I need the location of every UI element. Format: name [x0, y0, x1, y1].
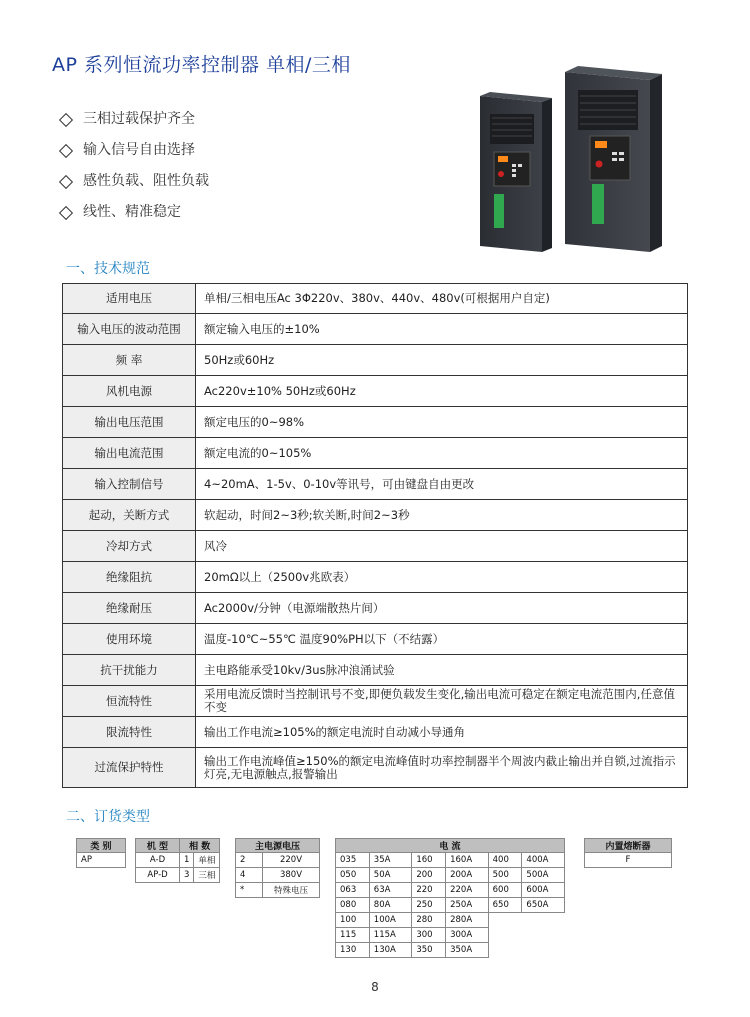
- current-value-cell: 35A: [369, 853, 412, 868]
- spec-key-cell: 绝缘耐压: [63, 593, 196, 624]
- current-code-cell: [488, 913, 522, 928]
- spec-key-cell: 抗干扰能力: [63, 655, 196, 686]
- voltage-code-cell: 4: [236, 868, 263, 883]
- current-code-cell: [488, 943, 522, 958]
- spec-value-cell: 20mΩ以上（2500v兆欧表）: [196, 562, 688, 593]
- spec-row: [63, 345, 688, 376]
- product-photo: [470, 56, 680, 262]
- diamond-bullet-icon: [59, 174, 73, 188]
- feature-list: [58, 104, 209, 228]
- current-row: [336, 883, 565, 898]
- order-category-table: [76, 838, 126, 868]
- spec-row: [63, 624, 688, 655]
- spec-value-cell: Ac2000v/分钟（电源端散热片间）: [196, 593, 688, 624]
- current-header: 电 流: [336, 839, 565, 853]
- section-title-order: 二、订货类型: [66, 809, 150, 825]
- current-code-cell: 350: [412, 943, 446, 958]
- current-value-cell: [522, 943, 565, 958]
- current-value-cell: 160A: [446, 853, 489, 868]
- current-row: [336, 898, 565, 913]
- spec-value-cell: 软起动，时间2~3秒;软关断,时间2~3秒: [196, 500, 688, 531]
- spec-value-cell: 采用电流反馈时当控制讯号不变,即便负载发生变化,输出电流可稳定在额定电流范围内,任意值不变: [196, 686, 688, 717]
- diamond-bullet-icon: [59, 112, 73, 126]
- spec-value-cell: 额定电流的0~105%: [196, 438, 688, 469]
- feature-item: 感性负载、阻性负载: [58, 166, 209, 197]
- spec-key-cell: 频 率: [63, 345, 196, 376]
- current-code-cell: 250: [412, 898, 446, 913]
- model-header: 机 型: [136, 839, 180, 853]
- spec-key-cell: 冷却方式: [63, 531, 196, 562]
- spec-row: [63, 717, 688, 748]
- model-cell: AP-D: [136, 868, 180, 883]
- current-code-cell: 200: [412, 868, 446, 883]
- voltage-value-cell: 380V: [263, 868, 320, 883]
- voltage-code-cell: *: [236, 883, 263, 898]
- current-value-cell: 100A: [369, 913, 412, 928]
- spec-key-cell: 绝缘阻抗: [63, 562, 196, 593]
- current-value-cell: 600A: [522, 883, 565, 898]
- spec-value-cell: 输出工作电流≥105%的额定电流时自动减小导通角: [196, 717, 688, 748]
- spec-row: [63, 438, 688, 469]
- current-value-cell: 63A: [369, 883, 412, 898]
- voltage-value-cell: 特殊电压: [263, 883, 320, 898]
- current-value-cell: 130A: [369, 943, 412, 958]
- spec-row: [63, 314, 688, 345]
- current-row: [336, 928, 565, 943]
- current-code-cell: 050: [336, 868, 370, 883]
- diamond-bullet-icon: [59, 143, 73, 157]
- voltage-value-cell: 220V: [263, 853, 320, 868]
- current-code-cell: 063: [336, 883, 370, 898]
- spec-value-cell: 风冷: [196, 531, 688, 562]
- current-value-cell: 50A: [369, 868, 412, 883]
- spec-value-cell: 4~20mA、1-5v、0-10v等讯号，可由键盘自由更改: [196, 469, 688, 500]
- order-voltage-table: [235, 838, 320, 898]
- spec-key-cell: 输入控制信号: [63, 469, 196, 500]
- current-code-cell: 500: [488, 868, 522, 883]
- spec-value-cell: 温度-10℃~55℃ 温度90%PH以下（不结露）: [196, 624, 688, 655]
- spec-row: [63, 531, 688, 562]
- spec-table: [62, 283, 688, 788]
- current-code-cell: 080: [336, 898, 370, 913]
- spec-key-cell: 恒流特性: [63, 686, 196, 717]
- current-value-cell: [522, 913, 565, 928]
- current-code-cell: 300: [412, 928, 446, 943]
- page-title: AP 系列恒流功率控制器 单相/三相: [52, 54, 351, 76]
- diamond-bullet-icon: [59, 205, 73, 219]
- current-code-cell: 600: [488, 883, 522, 898]
- spec-row: [63, 500, 688, 531]
- section-title-specs: 一、技术规范: [66, 261, 150, 277]
- current-code-cell: 650: [488, 898, 522, 913]
- spec-value-cell: 50Hz或60Hz: [196, 345, 688, 376]
- spec-key-cell: 输出电流范围: [63, 438, 196, 469]
- category-header: 类 别: [77, 839, 126, 853]
- current-row: [336, 868, 565, 883]
- current-value-cell: 250A: [446, 898, 489, 913]
- feature-item: 线性、精准稳定: [58, 197, 209, 228]
- spec-value-cell: 单相/三相电压Ac 3Φ220v、380v、440v、480v(可根据用户自定): [196, 284, 688, 314]
- spec-key-cell: 风机电源: [63, 376, 196, 407]
- category-value: AP: [77, 853, 126, 868]
- fuse-header: 内置熔断器: [585, 839, 672, 853]
- voltage-header: 主电源电压: [236, 839, 320, 853]
- spec-row: [63, 376, 688, 407]
- current-code-cell: 280: [412, 913, 446, 928]
- current-value-cell: 500A: [522, 868, 565, 883]
- spec-value-cell: 主电路能承受10kv/3us脉冲浪涌试验: [196, 655, 688, 686]
- phase-num-cell: 3: [180, 868, 194, 883]
- spec-key-cell: 输出电压范围: [63, 407, 196, 438]
- current-value-cell: 300A: [446, 928, 489, 943]
- current-row: [336, 943, 565, 958]
- current-value-cell: 280A: [446, 913, 489, 928]
- current-code-cell: 130: [336, 943, 370, 958]
- model-cell: A-D: [136, 853, 180, 868]
- spec-key-cell: 过流保护特性: [63, 748, 196, 788]
- current-value-cell: 115A: [369, 928, 412, 943]
- spec-key-cell: 输入电压的波动范围: [63, 314, 196, 345]
- spec-key-cell: 适用电压: [63, 284, 196, 314]
- spec-value-cell: 输出工作电流峰值≥150%的额定电流峰值时功率控制器半个周波内截止输出并自锁,过流指示灯亮,无电源触点,报警输出: [196, 748, 688, 788]
- phase-label-cell: 单相: [194, 853, 220, 868]
- spec-value-cell: 额定输入电压的±10%: [196, 314, 688, 345]
- feature-item: 输入信号自由选择: [58, 135, 209, 166]
- page-number: 8: [371, 980, 379, 994]
- spec-row: [63, 748, 688, 788]
- phase-num-cell: 1: [180, 853, 194, 868]
- spec-row: [63, 284, 688, 314]
- current-code-cell: [488, 928, 522, 943]
- order-current-table: [335, 838, 565, 958]
- phase-label-cell: 三相: [194, 868, 220, 883]
- spec-row: [63, 686, 688, 717]
- current-value-cell: [522, 928, 565, 943]
- spec-key-cell: 使用环境: [63, 624, 196, 655]
- feature-item: 三相过载保护齐全: [58, 104, 209, 135]
- current-code-cell: 035: [336, 853, 370, 868]
- spec-key-cell: 限流特性: [63, 717, 196, 748]
- order-fuse-table: [584, 838, 672, 868]
- spec-row: [63, 593, 688, 624]
- voltage-code-cell: 2: [236, 853, 263, 868]
- spec-row: [63, 469, 688, 500]
- current-value-cell: 80A: [369, 898, 412, 913]
- fuse-value: F: [585, 853, 672, 868]
- current-value-cell: 200A: [446, 868, 489, 883]
- current-value-cell: 650A: [522, 898, 565, 913]
- spec-value-cell: 额定电压的0~98%: [196, 407, 688, 438]
- current-code-cell: 400: [488, 853, 522, 868]
- current-code-cell: 115: [336, 928, 370, 943]
- spec-row: [63, 407, 688, 438]
- current-code-cell: 160: [412, 853, 446, 868]
- order-model-table: [135, 838, 220, 883]
- current-code-cell: 100: [336, 913, 370, 928]
- current-value-cell: 220A: [446, 883, 489, 898]
- spec-value-cell: Ac220v±10% 50Hz或60Hz: [196, 376, 688, 407]
- spec-key-cell: 起动，关断方式: [63, 500, 196, 531]
- current-row: [336, 913, 565, 928]
- current-value-cell: 400A: [522, 853, 565, 868]
- spec-row: [63, 562, 688, 593]
- phase-header: 相 数: [180, 839, 220, 853]
- current-row: [336, 853, 565, 868]
- current-code-cell: 220: [412, 883, 446, 898]
- current-value-cell: 350A: [446, 943, 489, 958]
- spec-row: [63, 655, 688, 686]
